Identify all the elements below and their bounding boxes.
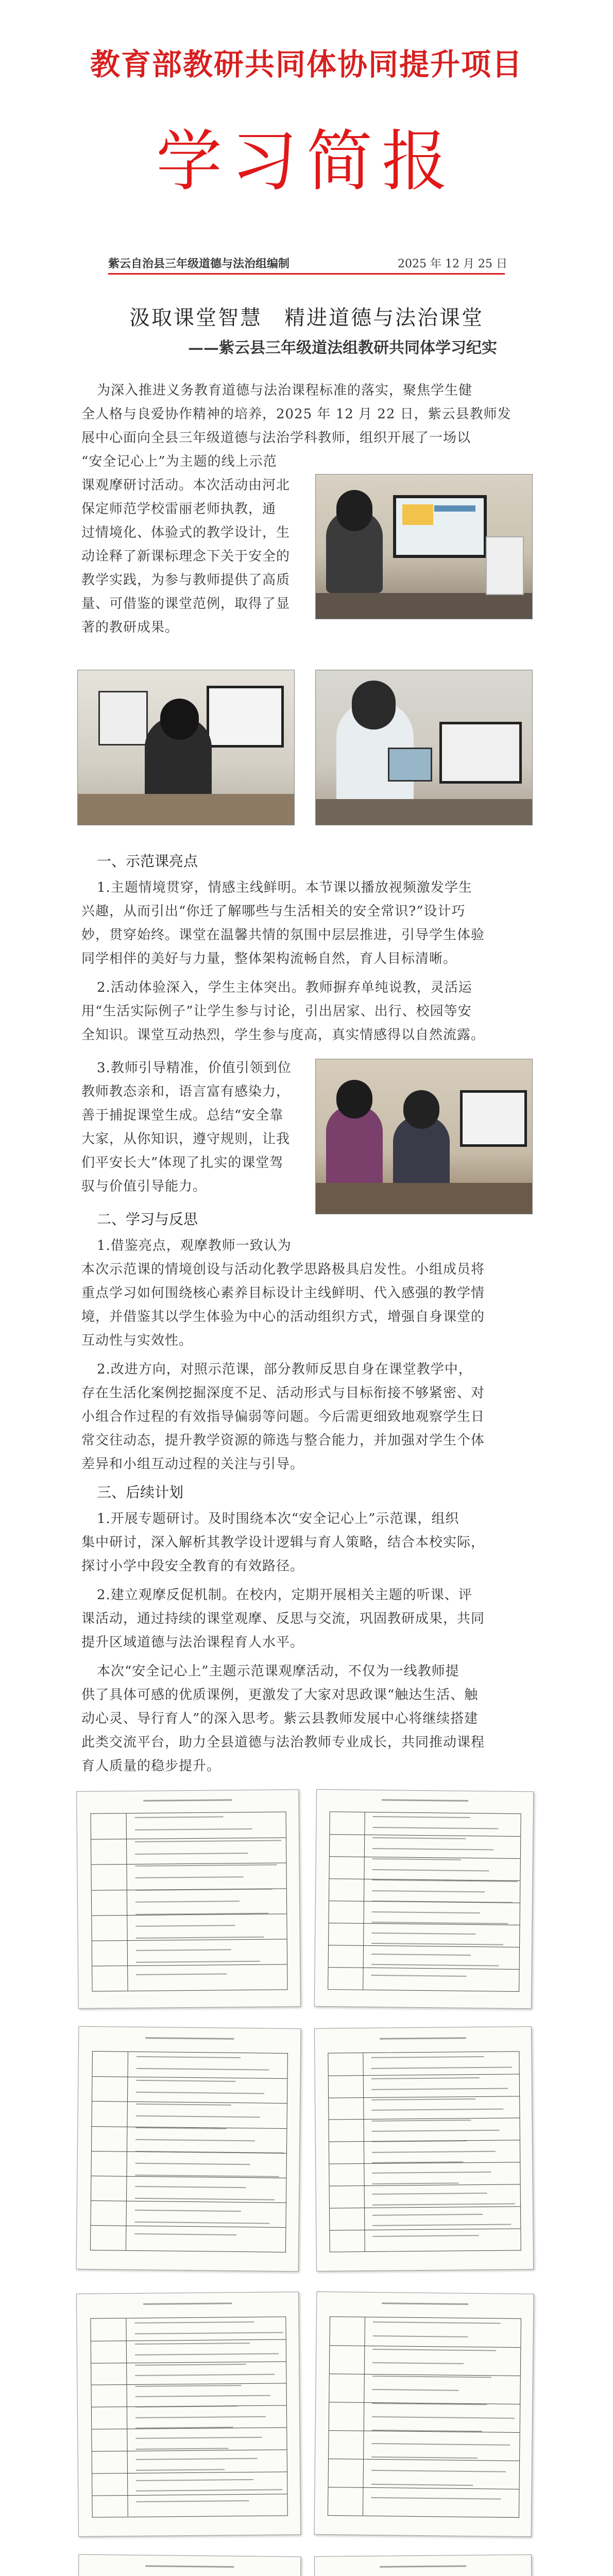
paragraph-line: 同学相伴的美好与力量，整体架构流畅自然，育人目标清晰。 <box>81 951 457 967</box>
article-subtitle: ——紫云县三年级道法组教研共同体学习纪实 <box>188 339 497 357</box>
intro-line: 全人格与良爱协作精神的培养，2025 年 12 月 22 日，紫云县教师发 <box>81 406 512 422</box>
intro-line: 著的教研成果。 <box>81 620 179 635</box>
scan-table-rule <box>329 1945 519 1947</box>
scan-header-line <box>143 1799 232 1802</box>
paragraph-line: 集中研讨，深入解析其教学设计逻辑与育人策略，结合本校实际， <box>81 1535 485 1550</box>
section-heading: 一、示范课亮点 <box>97 853 198 870</box>
scan-table-rule <box>329 1967 519 1970</box>
project-title: 教育部教研共同体协同提升项目 <box>90 47 523 82</box>
intro-line: 保定师范学校雷丽老师执教，通 <box>81 501 277 517</box>
paragraph-line: 本次示范课的情境创设与活动化教学思路极具启发性。小组成员将 <box>81 1262 485 1277</box>
scan-header-line <box>382 1799 468 1802</box>
intro-line: 展中心面向全县三年级道德与法治学科教师，组织开展了一场以 <box>81 430 471 446</box>
issue-meta <box>0 255 613 271</box>
lesson-plan-scan <box>314 2554 534 2576</box>
scan-header-line <box>380 2037 466 2039</box>
scan-table-rule <box>363 2053 365 2251</box>
paragraph-line: 大家，从你知识，遵守规则，让我 <box>81 1131 291 1147</box>
intro-line: “安全记心上”为主题的线上示范 <box>81 454 277 469</box>
paragraph-line: 存在生活化案例挖掘深度不足、活动形式与目标衔接不够紧密、对 <box>81 1385 485 1401</box>
issue-date: 2025 年 12 月 25 日 <box>398 258 507 270</box>
scan-table-rule <box>329 2487 519 2489</box>
lesson-plan-scan <box>314 1789 534 2009</box>
photo-teacher-at-desk <box>77 670 295 825</box>
lesson-plan-scan <box>76 2292 301 2537</box>
paragraph-line: 2.建立观摩反促机制。在校内，定期开展相关主题的听课、评 <box>97 1587 472 1603</box>
scan-table-rule <box>329 2459 519 2461</box>
scan-table-rule <box>363 2317 365 2516</box>
scan-table-rule <box>92 2494 287 2496</box>
title-divider <box>108 273 505 275</box>
paragraph-line: 善于捕捉课堂生成。总结“安全靠 <box>81 1108 284 1123</box>
article-title: 汲取课堂智慧 精进道德与法治课堂 <box>129 306 484 330</box>
bulletin-title: 学习简报 <box>156 123 457 200</box>
scan-header-line <box>145 2565 234 2568</box>
scan-table-rule <box>329 2074 519 2076</box>
scan-table-rule <box>92 2076 287 2079</box>
intro-line: 过情境化、体验式的教学设计，生 <box>81 525 291 540</box>
paragraph-line: 全知识。课堂互动热烈，学生参与度高，真实情感得以自然流露。 <box>81 1027 485 1043</box>
paragraph-line: 探讨小学中段安全教育的有效路径。 <box>81 1558 304 1574</box>
intro-line: 为深入推进义务教育道德与法治课程标准的落实，聚焦学生健 <box>97 383 473 398</box>
scan-header-line <box>382 2302 468 2305</box>
scan-table-rule <box>329 2096 519 2098</box>
paragraph-line: 2.改进方向，对照示范课，部分教师反思自身在课堂教学中， <box>97 1362 472 1377</box>
paragraph-line: 1.借鉴亮点，观摩教师一致认为 <box>97 1238 292 1253</box>
bulletin-header <box>0 0 613 135</box>
scan-table-rule <box>92 1964 287 1967</box>
closing-line: 此类交流平台，助力全县道德与法治教师专业成长，共同推动课程 <box>81 1735 485 1750</box>
scan-table-rule <box>330 1834 520 1837</box>
photo-teacher-at-computer <box>315 474 533 619</box>
intro-line: 教学实践，为参与教师提供了高质 <box>81 572 291 588</box>
paragraph-line: 3.教师引导精准，价值引领到位 <box>97 1060 292 1076</box>
lesson-plan-scan <box>314 2026 534 2272</box>
paragraph-line: 1.主题情境贯穿，情感主线鲜明。本节课以播放视频激发学生 <box>97 880 472 895</box>
paragraph-line: 差异和小组互动过程的关注与引导。 <box>81 1456 304 1472</box>
paragraph-line: 境，并借鉴其以学生体验为中心的活动组织方式，增强自身课堂的 <box>81 1309 485 1325</box>
scan-table-rule <box>126 1814 128 1991</box>
paragraph-line: 提升区域道德与法治课程育人水平。 <box>81 1635 304 1650</box>
paragraph-line: 2.活动体验深入，学生主体突出。教师摒弃单纯说教，灵活运 <box>97 980 472 995</box>
scan-table-rule <box>330 2345 521 2348</box>
closing-line: 供了具体可感的优质课例，更激发了大家对思政课“触达生活、触 <box>81 1687 479 1703</box>
scan-table-rule <box>330 2184 520 2186</box>
scan-header-line <box>143 2302 232 2305</box>
scan-header-line <box>380 2565 466 2567</box>
paragraph-line: 兴趣，从而引出“你迁了解哪些与生活相关的安全常识?”设计巧 <box>81 904 466 919</box>
paragraph-line: 妙，贯穿始终。课堂在温馨共情的氛围中层层推进，引导学生体验 <box>81 927 485 943</box>
closing-line: 本次“安全记心上”主题示范课观摩活动，不仅为一线教师提 <box>97 1664 459 1679</box>
closing-line: 动心灵、导行育人”的深入思考。紫云县教师发展中心将继续搭建 <box>81 1711 479 1726</box>
intro-line: 动诠释了新课标理念下关于安全的 <box>81 549 291 564</box>
paragraph-line: 重点学习如何围绕核心素养目标设计主线鲜明、代入感强的教学情 <box>81 1285 485 1301</box>
paragraph-line: 小组合作过程的有效指导偏弱等问题。今后需更细致地观察学生日 <box>81 1409 485 1425</box>
closing-line: 育人质量的稳步提升。 <box>81 1758 221 1774</box>
paragraph-line: 教师教态亲和，语言富有感染力， <box>81 1084 291 1099</box>
intro-line: 量、可借鉴的课堂范例，取得了显 <box>81 596 291 612</box>
scan-table-rule <box>92 2449 286 2451</box>
photo-teacher-with-phone <box>315 670 533 825</box>
scan-table-rule <box>92 2101 287 2104</box>
paragraph-line: 驭与价值引导能力。 <box>81 1179 207 1194</box>
scan-table-rule <box>330 2228 521 2230</box>
scan-header-line <box>145 2037 234 2040</box>
lesson-plan-scan <box>76 2554 301 2576</box>
section-heading: 二、学习与反思 <box>97 1211 198 1228</box>
scan-table-rule <box>91 2200 286 2203</box>
paragraph-line: 课活动，通过持续的课堂观摩、反思与交流，巩固教研成果，共同 <box>81 1611 485 1626</box>
photo-group-watching <box>315 1059 533 1214</box>
paragraph-line: 常交往动态，提升教学资源的筛选与整合能力，并加强对学生个体 <box>81 1433 485 1448</box>
paragraph-line: 们平安长大”体现了扎实的课堂驾 <box>81 1155 284 1171</box>
section-heading: 三、后续计划 <box>97 1484 184 1501</box>
lesson-plan-scan <box>314 2292 534 2537</box>
scan-table-rule <box>91 2361 286 2363</box>
scan-table-rule <box>91 2225 285 2228</box>
intro-line: 课观摩研讨活动。本次活动由河北 <box>81 478 291 493</box>
lesson-plan-scan <box>76 2026 301 2272</box>
paragraph-line: 1.开展专题研讨。及时围绕本次“安全记心上”示范课，组织 <box>97 1511 459 1527</box>
scan-table-rule <box>92 2471 287 2473</box>
lesson-plan-scan <box>76 1789 301 2009</box>
scan-table-rule <box>126 2318 128 2517</box>
paragraph-line: 用“生活实际例子”让学生参与讨论，引出居家、出行、校园等安 <box>81 1004 472 1019</box>
paragraph-line: 互动性与实效性。 <box>81 1333 193 1348</box>
scan-table-rule <box>91 2339 286 2341</box>
scan-table-rule <box>330 2206 520 2208</box>
scan-table-rule <box>92 1939 286 1941</box>
issuer: 紫云自治县三年级道德与法治组编制 <box>108 257 290 270</box>
scan-table-rule <box>91 1838 286 1840</box>
